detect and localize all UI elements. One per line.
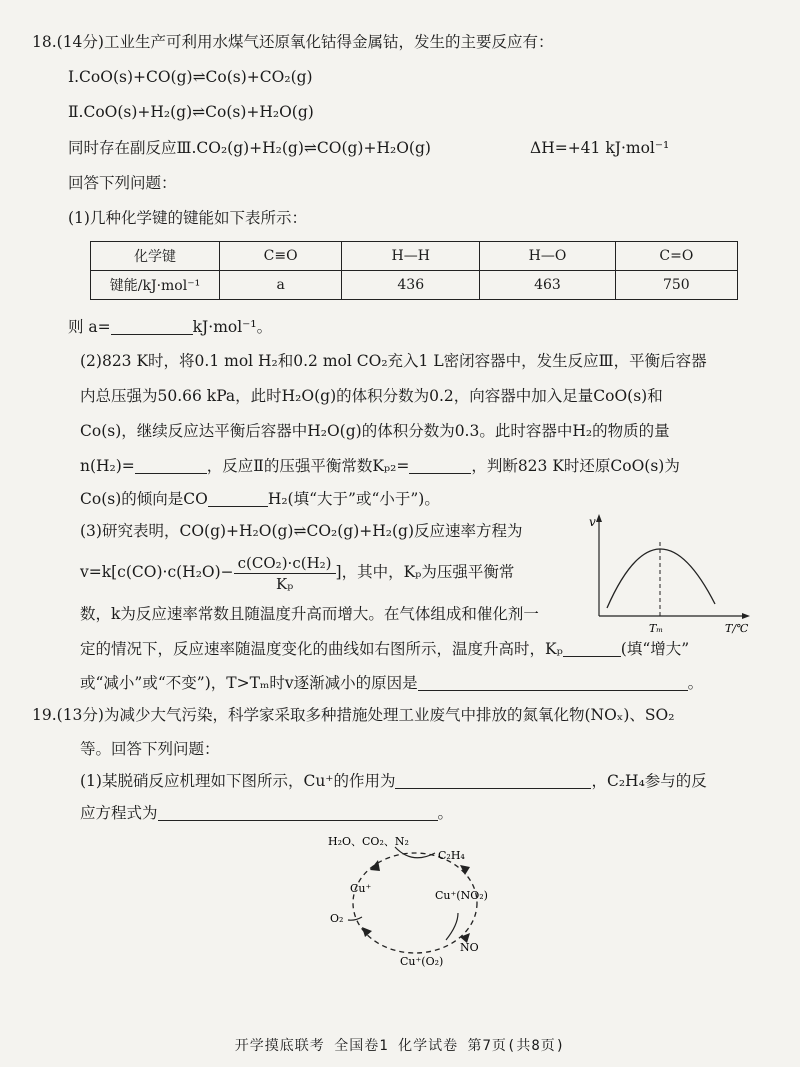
fraction-numerator: c(CO₂)·c(H₂) (234, 553, 336, 574)
part2-text: ，反应Ⅱ的压强平衡常数Kₚ₂= (206, 457, 410, 475)
tm-tick-label: Tₘ (649, 622, 664, 635)
products-label: H₂O、CO₂、N₂ (328, 835, 409, 848)
table-row (91, 271, 738, 300)
cu-no2-label: Cu⁺(NO₂) (435, 889, 488, 902)
part3-text: 定的情况下，反应速率随温度变化的曲线如右图所示，温度升高时，Kₚ (80, 640, 563, 658)
reaction-1: Ⅰ.CoO(s)+CO(g)⇌Co(s)+CO₂(g) (68, 68, 313, 86)
denitration-cycle-diagram (300, 825, 530, 970)
part2-line: 内总压强为50.66 kPa，此时H₂O(g)的体积分数为0.2，向容器中加入足量CoO(s)和 (80, 387, 663, 405)
bond-energy-table (90, 241, 738, 300)
rate-eq-text: v=k[c(CO)·c(H₂O)− (80, 563, 234, 581)
part2-line: Co(s)，继续反应达平衡后容器中H₂O(g)的体积分数为0.3。此时容器中H₂的物质的量 (80, 422, 670, 440)
part1-intro: (1)几种化学键的键能如下表所示： (68, 209, 307, 227)
q19-text: (1)某脱硝反应机理如下图所示，Cu⁺的作用为 (80, 772, 396, 790)
reaction-3: 同时存在副反应Ⅲ.CO₂(g)+H₂(g)⇌CO(g)+H₂O(g) (68, 139, 431, 157)
c2h4-label: C₂H₄ (438, 849, 465, 862)
rate-curve (607, 549, 715, 608)
answer-blank[interactable] (409, 457, 471, 474)
answer-blank[interactable] (135, 457, 207, 474)
table-cell: 463 (480, 271, 615, 300)
part3-text: (填“增大” (620, 640, 690, 658)
q18-header: 18.(14分)工业生产可利用水煤气还原氧化钴得金属钴，发生的主要反应有： (32, 33, 554, 51)
y-axis-label: v (589, 515, 596, 529)
part3-line (80, 638, 689, 660)
part1-question-unit: kJ·mol⁻¹。 (192, 318, 273, 336)
part3-line (80, 672, 703, 694)
table-cell: 键能/kJ·mol⁻¹ (91, 271, 220, 300)
fraction-denominator: Kₚ (275, 574, 294, 593)
part1-question-text: 则 a= (68, 318, 111, 336)
part3-text: 。 (687, 674, 704, 692)
part3-line: 数，k为反应速率常数且随温度升高而增大。在气体组成和催化剂一 (80, 605, 539, 623)
q19-header: 19.(13分)为减少大气污染，科学家采取多种措施处理工业废气中排放的氮氧化物(NOₓ)、SO₂ (32, 706, 675, 724)
answer-blank[interactable] (563, 640, 621, 657)
rate-temperature-graph (585, 512, 760, 640)
part3-rate-equation (80, 550, 514, 594)
reaction-3-enthalpy: ΔH=+41 kJ·mol⁻¹ (530, 139, 670, 157)
part1-question (68, 316, 272, 338)
part2-text: H₂(填“大于”或“小于”)。 (267, 490, 440, 508)
table-cell: 750 (615, 271, 737, 300)
table-row (91, 242, 738, 271)
no-in-arrow (446, 913, 458, 940)
part3-text: 或“减小”或“不变”)，T>Tₘ时v逐渐减小的原因是 (80, 674, 418, 692)
cu-plus-label: Cu⁺ (350, 882, 372, 895)
answer-blank[interactable] (208, 490, 268, 507)
cu-o2-label: Cu⁺(O₂) (400, 955, 444, 968)
reaction-2: Ⅱ.CoO(s)+H₂(g)⇌Co(s)+H₂O(g) (68, 103, 314, 121)
cycle-arrow-icon (460, 865, 470, 875)
part2-text: n(H₂)= (80, 457, 135, 475)
answer-blank[interactable] (418, 674, 688, 691)
no-label: NO (460, 941, 479, 954)
part2-text: ，判断823 K时还原CoO(s)为 (471, 457, 680, 475)
part2-line (80, 488, 440, 510)
answer-blank[interactable] (111, 318, 193, 335)
q19-line (80, 770, 707, 792)
rate-eq-fraction (234, 553, 336, 594)
o2-in-arrow (348, 917, 362, 920)
part2-line (80, 455, 680, 477)
cycle-arrow-icon (362, 927, 372, 937)
y-axis-arrow-icon (596, 514, 602, 522)
q19-line (80, 802, 453, 824)
table-cell: a (220, 271, 342, 300)
answer-blank[interactable] (158, 804, 438, 821)
o2-label: O₂ (330, 912, 344, 925)
x-axis-label: T/℃ (725, 622, 749, 635)
table-cell: 436 (342, 271, 480, 300)
q19-text: 。 (437, 804, 454, 822)
table-cell: C≡O (220, 242, 342, 271)
cycle-arrow-icon (370, 860, 380, 871)
x-axis-arrow-icon (742, 613, 750, 619)
table-cell: H—H (342, 242, 480, 271)
q19-line: 等。回答下列问题： (80, 740, 220, 758)
answer-prompt: 回答下列问题： (68, 174, 177, 192)
part2-line: (2)823 K时，将0.1 mol H₂和0.2 mol CO₂充入1 L密闭容器中，发生反应Ⅲ，平衡后容器 (80, 352, 707, 370)
page-footer: 开学摸底联考 全国卷1 化学试卷 第7页(共8页) (234, 1038, 566, 1054)
q19-text: ，C₂H₄参与的反 (591, 772, 707, 790)
q19-text: 应方程式为 (80, 804, 158, 822)
answer-blank[interactable] (395, 772, 591, 789)
part2-text: Co(s)的倾向是CO (80, 490, 208, 508)
rate-eq-text: ]，其中，Kₚ为压强平衡常 (335, 563, 515, 581)
table-cell: C=O (615, 242, 737, 271)
part3-line: (3)研究表明，CO(g)+H₂O(g)⇌CO₂(g)+H₂(g)反应速率方程为 (80, 522, 523, 540)
table-cell: 化学键 (91, 242, 220, 271)
table-cell: H—O (480, 242, 615, 271)
